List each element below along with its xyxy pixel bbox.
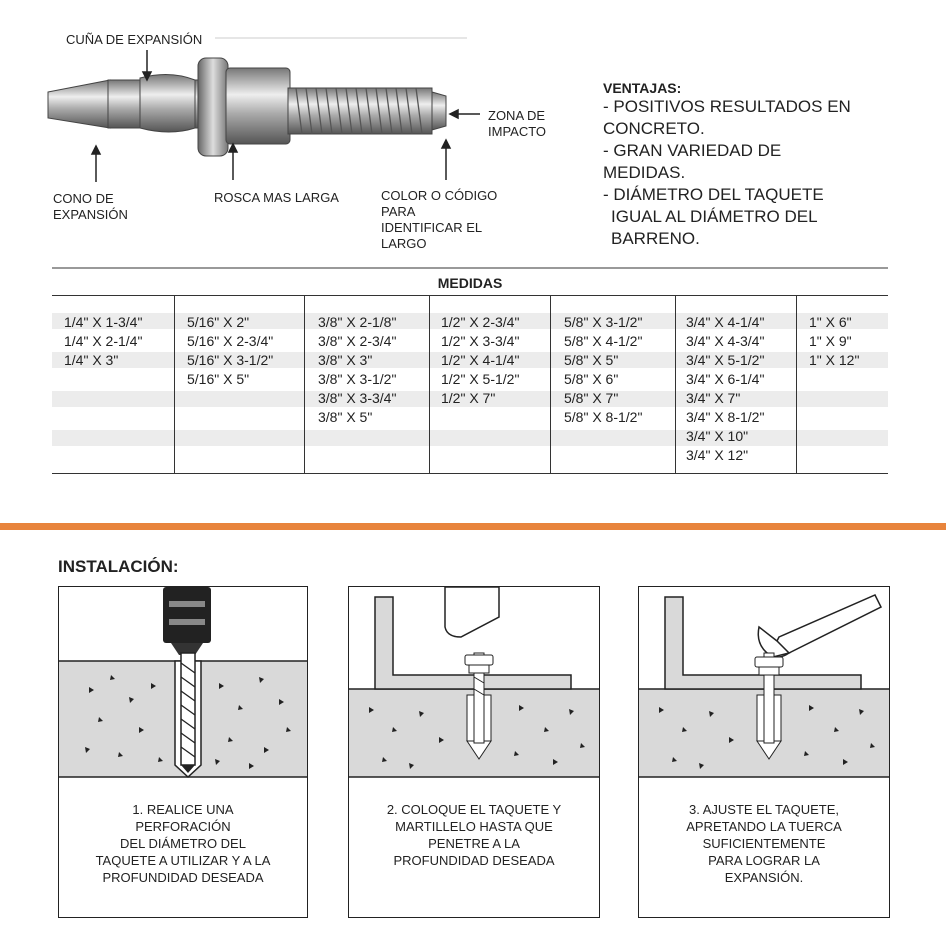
label-line: IDENTIFICAR EL [381,220,483,235]
caption-line: 3. AJUSTE EL TAQUETE, [688,802,840,817]
table-cell: 1/2" X 4-1/4" [441,352,520,368]
ventajas-line: - DIÁMETRO DEL TAQUETE [603,185,824,204]
table-cell: 3/4" X 7" [686,390,741,406]
label-color-codigo [381,188,497,252]
table-cell: 1" X 9" [809,333,852,349]
ventajas-line: - POSITIVOS RESULTADOS EN [603,97,851,116]
label-rosca: ROSCA MAS LARGA [214,190,339,205]
hammer-illustration [349,587,599,787]
drill-illustration [59,587,307,787]
table-cell: 5/8" X 8-1/2" [564,409,643,425]
label-line: PARA [381,204,416,219]
label-cuna-expansion: CUÑA DE EXPANSIÓN [66,32,203,47]
table-cell: 3/4" X 8-1/2" [686,409,765,425]
table-cell: 1/2" X 3-3/4" [441,333,520,349]
table-cell: 5/16" X 2-3/4" [187,333,274,349]
table-cell: 3/4" X 10" [686,428,749,444]
table-column [64,313,142,370]
table-cell: 3/4" X 4-3/4" [686,333,765,349]
ventajas-line: BARRENO. [611,229,700,248]
step-1-panel [58,586,308,918]
table-cell: 5/8" X 4-1/2" [564,333,643,349]
table-cell: 3/8" X 5" [318,409,373,425]
table-cell: 5/8" X 6" [564,371,619,387]
ventajas-line: MEDIDAS. [603,163,686,182]
table-column [809,313,859,370]
caption-line: PARA LOGRAR LA [708,853,820,868]
table-cell: 1" X 6" [809,314,852,330]
table-cell: 5/8" X 5" [564,352,619,368]
table-column [441,313,519,408]
table-cell: 1" X 12" [809,352,860,368]
table-cell: 3/8" X 3-1/2" [318,371,397,387]
table-cell: 1/4" X 3" [64,352,119,368]
step-2-panel [348,586,600,918]
table-cell: 5/16" X 3-1/2" [187,352,274,368]
table-cell: 3/4" X 4-1/4" [686,314,765,330]
medidas-title: MEDIDAS [437,275,503,291]
table-cell: 3/4" X 5-1/2" [686,352,765,368]
caption-line: PROFUNDIDAD DESEADA [102,870,264,885]
wrench-illustration [639,587,889,787]
step-2-caption [349,801,599,869]
caption-line: PROFUNDIDAD DESEADA [393,853,555,868]
ventajas-line: CONCRETO. [603,119,705,138]
table-cell: 3/4" X 12" [686,447,749,463]
column-divider [675,296,676,474]
caption-line: APRETANDO LA TUERCA [686,819,842,834]
table-cell: 5/16" X 5" [187,371,250,387]
table-cell: 1/2" X 2-3/4" [441,314,520,330]
column-divider [174,296,175,474]
table-column [187,313,273,389]
ventajas-section [603,80,851,250]
table-cell: 3/8" X 2-3/4" [318,333,397,349]
step-3-panel [638,586,890,918]
column-divider [429,296,430,474]
caption-line: PENETRE A LA [428,836,520,851]
table-cell: 5/8" X 7" [564,390,619,406]
table-cell: 1/2" X 7" [441,390,496,406]
orange-divider [0,523,946,530]
table-cell: 3/8" X 2-1/8" [318,314,397,330]
label-cono-expansion [53,191,128,223]
step-3-caption [639,801,889,886]
table-cell: 1/4" X 2-1/4" [64,333,143,349]
table-column [564,313,642,427]
column-divider [550,296,551,474]
caption-line: MARTILLELO HASTA QUE [395,819,553,834]
label-line: LARGO [381,236,427,251]
table-bottom-rule [52,473,888,474]
caption-line: SUFICIENTEMENTE [702,836,826,851]
table-cell: 1/4" X 1-3/4" [64,314,143,330]
table-cell: 3/4" X 6-1/4" [686,371,765,387]
column-divider [796,296,797,474]
label-line: EXPANSIÓN [53,207,128,222]
column-divider [304,296,305,474]
label-line: CONO DE [53,191,114,206]
caption-line: DEL DIÁMETRO DEL [120,836,246,851]
ventajas-line: - GRAN VARIEDAD DE [603,141,782,160]
instalacion-title: INSTALACIÓN: [58,557,179,576]
caption-line: EXPANSIÓN. [724,870,804,885]
table-cell: 5/8" X 3-1/2" [564,314,643,330]
label-line: COLOR O CÓDIGO [381,188,498,203]
table-column [686,313,764,465]
ventajas-line: IGUAL AL DIÁMETRO DEL [611,207,818,226]
caption-line: TAQUETE A UTILIZAR Y A LA [95,853,271,868]
table-rule [52,295,888,296]
table-cell: 3/8" X 3-3/4" [318,390,397,406]
caption-line: PERFORACIÓN [135,819,231,834]
caption-line: 2. COLOQUE EL TAQUETE Y [386,802,562,817]
table-column [318,313,396,427]
table-cell: 1/2" X 5-1/2" [441,371,520,387]
label-line: IMPACTO [488,124,547,139]
ventajas-title: VENTAJAS: [603,80,682,96]
caption-line: 1. REALICE UNA [132,802,234,817]
label-zona-impacto [488,108,546,140]
label-line: ZONA DE [488,108,546,123]
table-cell: 5/16" X 2" [187,314,250,330]
table-cell: 3/8" X 3" [318,352,373,368]
step-1-caption [59,801,307,886]
